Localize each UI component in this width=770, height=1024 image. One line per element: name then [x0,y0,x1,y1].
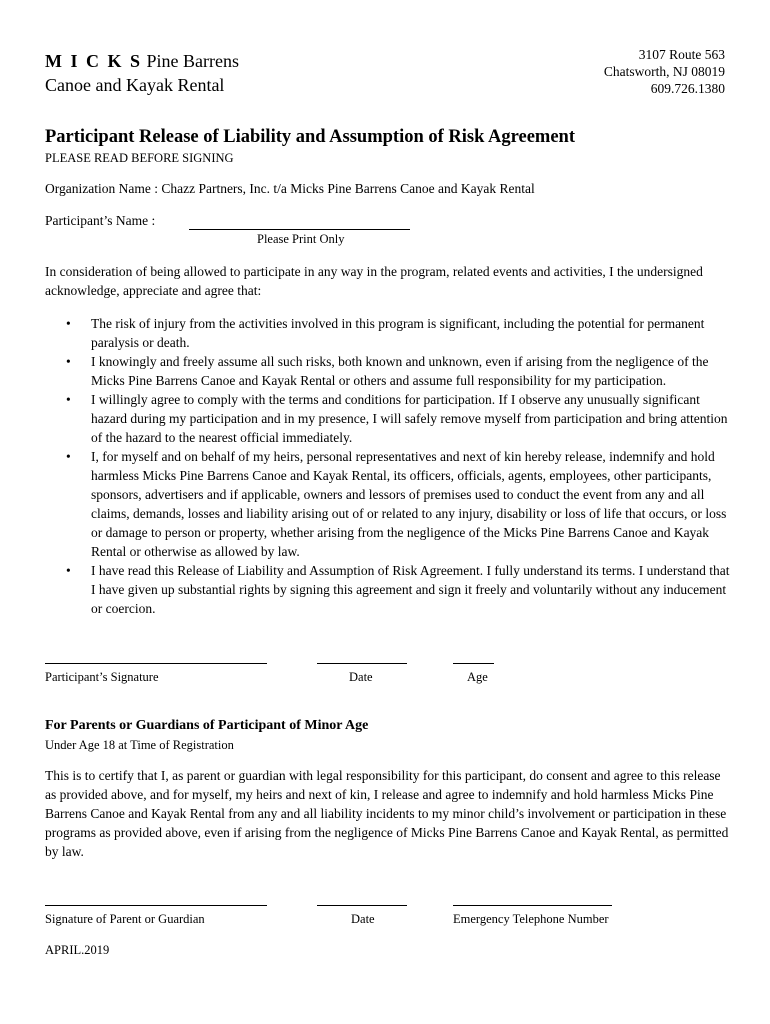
bullet-icon: • [66,354,71,369]
company-address [604,46,725,97]
list-item [45,314,730,352]
organization-name: Organization Name : Chazz Partners, Inc. t/a Micks Pine Barrens Canoe and Kayak Rental [45,181,535,196]
participant-date-label: Date [349,670,373,684]
company-brand [45,49,239,97]
bullet-icon: • [66,449,71,464]
participant-name-label: Participant’s Name : [45,213,156,228]
term-text: I have read this Release of Liability and Assumption of Risk Agreement. I fully understand its terms. I understand that I have given up substantial rights by signing this agreement and sign it freely and voluntarily without any inducement or coercion. [91,563,730,616]
document-title: Participant Release of Liability and Assumption of Risk Agreement [45,127,575,147]
address-line1: 3107 Route 563 [638,47,725,62]
print-only-note: Please Print Only [257,232,345,246]
participant-date-field[interactable] [317,663,407,664]
list-item [45,447,730,561]
phone-number: 609.726.1380 [650,81,725,96]
bullet-icon: • [66,563,71,578]
address-line2: Chatsworth, NJ 08019 [603,64,725,79]
list-item [45,352,730,390]
bullet-icon: • [66,392,71,407]
participant-signature-field[interactable] [45,663,267,664]
bullet-icon: • [66,316,71,331]
list-item [45,390,730,447]
brand-line2: Canoe and Kayak Rental [45,75,225,95]
term-text: I willingly agree to comply with the terms and conditions for participation. If I observe any unusually significant hazard during my participation and in my presence, I will safely remove myself from participation and bring attention of the hazard to the nearest official immediately. [91,392,728,445]
guardian-date-field[interactable] [317,905,407,906]
emergency-phone-label: Emergency Telephone Number [453,912,609,926]
participant-age-label: Age [467,670,488,684]
participant-name-field[interactable] [189,229,410,230]
term-text: I, for myself and on behalf of my heirs, personal representatives and next of kin hereby release, indemnify and hold harmless Micks Pine Barrens Canoe and Kayak Rental, its officers, officials, agents, employees, other participants, sponsors, advertisers and if applicable, owners and lessors of premises used to conduct the event from any and all claims, demands, losses and liability arising out of or related to any injury, disability or loss of life that occurs, or loss or damage to person or property, whether arising from the negligence of the Micks Pine Barrens Canoe and Kayak Rental or otherwise as allowed by law. [91,449,727,559]
revision-date: APRIL.2019 [45,943,110,957]
intro-paragraph: In consideration of being allowed to participate in any way in the program, related events and activities, I the undersigned acknowledge, appreciate and agree that: [45,264,703,298]
term-text: The risk of injury from the activities involved in this program is significant, including the potential for permanent paralysis or death. [91,316,705,350]
participant-age-field[interactable] [453,663,494,664]
brand-rest: Pine Barrens [142,51,239,71]
guardian-date-label: Date [351,912,375,926]
guardian-section-subtitle: Under Age 18 at Time of Registration [45,738,234,752]
list-item [45,561,730,618]
term-text: I knowingly and freely assume all such risks, both known and unknown, even if arising from the negligence of the Micks Pine Barrens Canoe and Kayak Rental or others and assume full responsibility for my participation. [91,354,709,388]
document-subtitle: PLEASE READ BEFORE SIGNING [45,151,234,165]
emergency-phone-field[interactable] [453,905,612,906]
brand-micks: M I C K S [45,51,143,71]
guardian-section-title: For Parents or Guardians of Participant of Minor Age [45,718,369,733]
guardian-signature-label: Signature of Parent or Guardian [45,912,205,926]
agreement-terms-list [45,314,730,618]
participant-signature-label: Participant’s Signature [45,670,159,684]
guardian-signature-field[interactable] [45,905,267,906]
guardian-consent-paragraph: This is to certify that I, as parent or guardian with legal responsibility for this participant, do consent and agree to this release as provided above, and for myself, my heirs and next of kin, I release and agree to indemnify and hold harmless Micks Pine Barrens Canoe and Kayak Rental from any and all liability incidents to my minor child’s involvement or participation in these programs as provided above, even if arising from the negligence of Micks Pine Barrens Canoe and Kayak Rental, as permitted by law. [45,768,729,859]
